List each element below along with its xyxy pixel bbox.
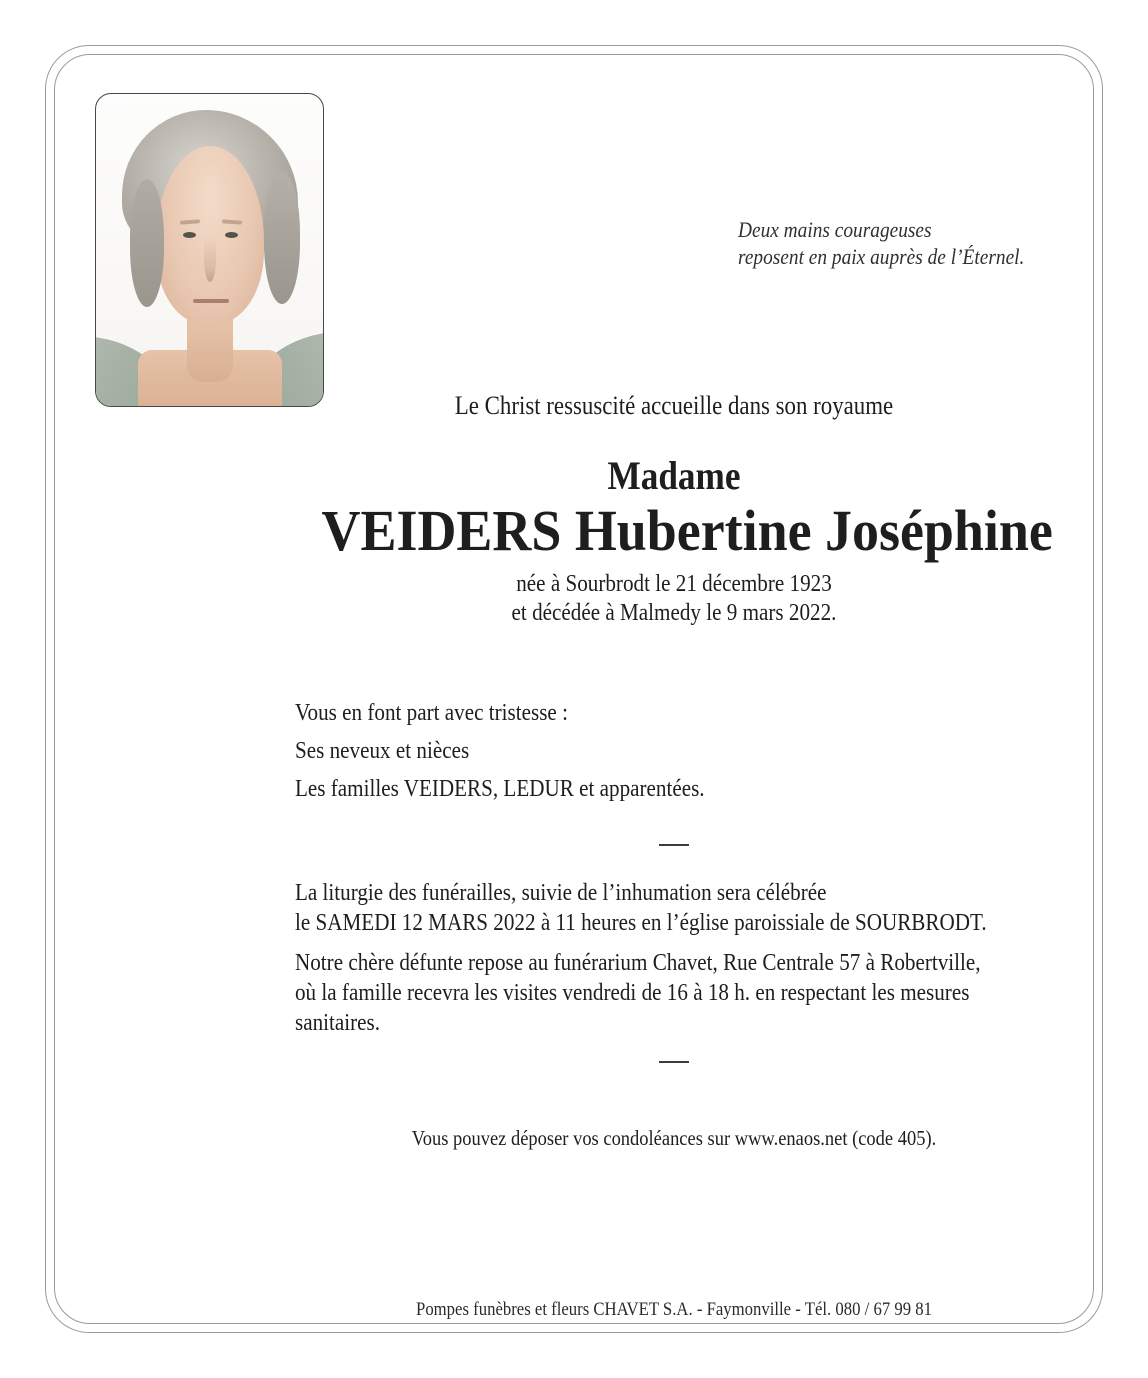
announcement-relatives: Ses neveux et nièces xyxy=(295,738,470,764)
ceremony-details xyxy=(295,878,1053,938)
portrait-nose xyxy=(204,236,216,282)
deceased-portrait-photo xyxy=(95,93,324,407)
deceased-honorific: Madame xyxy=(607,453,741,498)
funeral-home-footer: Pompes funèbres et fleurs CHAVET S.A. - Faymonville - Tél. 080 / 67 99 81 xyxy=(416,1299,932,1320)
death-line: et décédée à Malmedy le 9 mars 2022. xyxy=(511,600,837,626)
portrait-right-eye xyxy=(225,232,238,238)
deceased-name: VEIDERS Hubertine Joséphine xyxy=(321,498,1053,563)
repose-line-3: sanitaires. xyxy=(295,1010,381,1036)
ceremony-line-2: le SAMEDI 12 MARS 2022 à 11 heures en l’église paroissiale de SOURBRODT. xyxy=(295,910,987,936)
portrait-hair-left-lock xyxy=(130,179,164,307)
portrait-left-eye xyxy=(183,232,196,238)
divider-bar xyxy=(659,1061,689,1063)
announcement-lead: Vous en font part avec tristesse : xyxy=(295,700,568,726)
repose-line-2: où la famille recevra les visites vendredi de 16 à 18 h. en respectant les mesures xyxy=(295,980,970,1006)
religious-intro-line: Le Christ ressuscité accueille dans son royaume xyxy=(454,391,894,420)
announcement-families: Les familles VEIDERS, LEDUR et apparentées. xyxy=(295,776,705,802)
section-divider-2 xyxy=(295,1061,1053,1063)
epigraph-line-1: Deux mains courageuses xyxy=(738,217,932,242)
repose-line-1: Notre chère défunte repose au funérarium Chavet, Rue Centrale 57 à Robertville, xyxy=(295,950,981,976)
birth-line: née à Sourbrodt le 21 décembre 1923 xyxy=(516,571,832,597)
main-text-column xyxy=(295,0,1053,1378)
condolences-line: Vous pouvez déposer vos condoléances sur www.enaos.net (code 405). xyxy=(411,1126,937,1150)
ceremony-line-1: La liturgie des funérailles, suivie de l’inhumation sera célébrée xyxy=(295,880,827,906)
birth-death-lines xyxy=(295,570,1053,628)
divider-bar xyxy=(659,844,689,846)
section-divider-1 xyxy=(295,844,1053,846)
repose-details xyxy=(295,948,1053,1038)
portrait-face xyxy=(156,146,264,324)
epigraph-line-2: reposent en paix auprès de l’Éternel. xyxy=(738,244,1025,269)
portrait-mouth xyxy=(193,299,229,303)
